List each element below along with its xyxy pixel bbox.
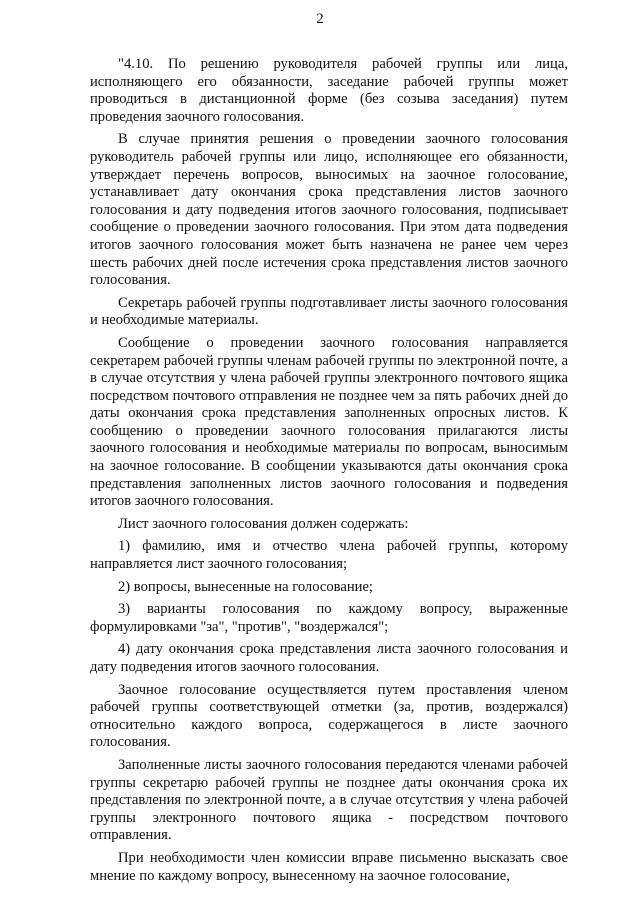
paragraph-4-10: [90, 56, 568, 126]
paragraph: В случае принятия решения о проведении заочного голосования руководитель рабочей группы или лицо, исполняющее его обязанности, утверждает перечень вопросов, выносимых на заочное голосование, устанавливает дату окончания срока представления листов заочного голосования и дату подведения итогов заочного голосования, подписывает сообщение о проведении заочного голосования. При этом дата подведения итогов заочного голосования может быть назначена не ранее чем через шесть рабочих дней после истечения срока представления листов заочного голосования.: [90, 131, 568, 289]
paragraph: Секретарь рабочей группы подготавливает листы заочного голосования и необходимые материалы.: [90, 294, 568, 329]
document-body: [90, 56, 568, 890]
list-item: 1) фамилию, имя и отчество члена рабочей группы, которому направляется лист заочного голосования;: [90, 538, 568, 573]
list-item: 3) варианты голосования по каждому вопросу, выраженные формулировками "за", "против", "воздержался";: [90, 601, 568, 635]
paragraph: Лист заочного голосования должен содержать:: [118, 515, 409, 532]
paragraph: Заполненные листы заочного голосования передаются членами рабочей группы секретарю рабочей группы не позднее даты окончания срока их представления по электронной почте, а в случае отсутствия у члена рабочей группы электронного почтового ящика - посредством почтового отправления.: [90, 756, 568, 844]
list-item: 4) дату окончания срока представления листа заочного голосования и дату подведения итогов заочного голосования.: [90, 641, 568, 675]
page-number: 2: [316, 11, 324, 27]
list-item: 2) вопросы, вынесенные на голосование;: [118, 578, 373, 595]
paragraph: При необходимости член комиссии вправе письменно высказать свое мнение по каждому вопросу, вынесенному на заочное голосование,: [90, 849, 568, 884]
paragraph: Сообщение о проведении заочного голосования направляется секретарем рабочей группы членам рабочей группы по электронной почте, а в случае отсутствия у члена рабочей группы электронного почтового ящика посредством почтового отправления не позднее чем за пять рабочих дней до даты окончания срока представления заполненных опросных листов. К сообщению о проведении заочного голосования прилагаются листы заочного голосования и необходимые материалы по вопросам, выносимым на заочное голосование. В сообщении указываются даты окончания срока представления заполненных листов заочного голосования и подведения итогов заочного голосования.: [90, 334, 568, 510]
paragraph: Заочное голосование осуществляется путем проставления членом рабочей группы соответствующей отметки (за, против, воздержался) относительно каждого вопроса, содержащегося в листе заочного голосования.: [90, 681, 568, 751]
paragraph-4-10-text: "4.10. По решению руководителя рабочей группы или лица, исполняющего его обязанности, заседание рабочей группы может проводиться в дистанционной форме (без созыва заседания) путем проведения заочного голосования.: [90, 56, 568, 125]
